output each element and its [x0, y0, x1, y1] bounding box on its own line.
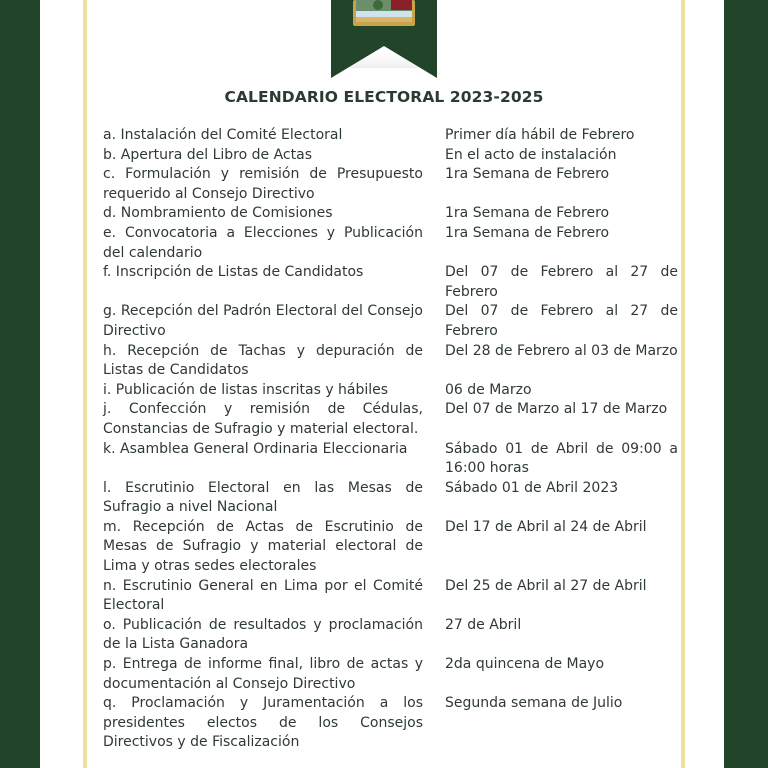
activity-text: m. Recepción de Actas de Escrutinio de Mesas de Sufragio y material electoral de Lima y otras sedes electorales — [103, 518, 423, 575]
calendar-table — [103, 126, 678, 753]
date-text: 1ra Semana de Febrero — [445, 205, 610, 222]
activity-text: f. Inscripción de Listas de Candidatos — [103, 264, 364, 281]
date-text: 2da quincena de Mayo — [445, 656, 605, 673]
left-gold-rule — [83, 0, 87, 768]
activity-text: d. Nombramiento de Comisiones — [103, 205, 333, 222]
date-text: 1ra Semana de Febrero — [445, 166, 610, 183]
calendar-row — [103, 518, 678, 577]
calendar-row — [103, 655, 678, 694]
calendar-row — [103, 400, 678, 439]
date-text: En el acto de instalación — [445, 146, 617, 163]
activity-text: j. Confección y remisión de Cédulas, Constancias de Sufragio y material electoral. — [103, 401, 423, 437]
date-text: 27 de Abril — [445, 616, 522, 633]
calendar-row — [103, 440, 678, 479]
calendar-row — [103, 165, 678, 204]
activity-text: p. Entrega de informe final, libro de actas y documentación al Consejo Directivo — [103, 656, 423, 692]
calendar-row — [103, 616, 678, 655]
institutional-crest-icon — [353, 0, 415, 26]
right-gold-rule — [681, 0, 685, 768]
calendar-row — [103, 577, 678, 616]
calendar-row — [103, 224, 678, 263]
calendar-row — [103, 204, 678, 224]
activity-text: b. Apertura del Libro de Actas — [103, 146, 312, 163]
ribbon-banner — [331, 0, 437, 80]
header-ribbon — [331, 0, 437, 78]
activity-text: a. Instalación del Comité Electoral — [103, 127, 343, 143]
activity-text: h. Recepción de Tachas y depuración de Listas de Candidatos — [103, 342, 423, 379]
activity-text: q. Proclamación y Juramentación a los presidentes electos de los Consejos Directivos y de Fiscalización — [103, 695, 423, 751]
date-text: 1ra Semana de Febrero — [445, 224, 610, 241]
activity-text: c. Formulación y remisión de Presupuesto requerido al Consejo Directivo — [103, 166, 423, 202]
activity-text: g. Recepción del Padrón Electoral del Consejo Directivo — [103, 303, 423, 339]
activity-text: o. Publicación de resultados y proclamación de la Lista Ganadora — [103, 616, 423, 653]
calendar-row — [103, 479, 678, 518]
calendar-row — [103, 694, 678, 753]
calendar-row — [103, 381, 678, 401]
left-green-band — [0, 0, 40, 768]
activity-text: i. Publicación de listas inscritas y hábiles — [103, 381, 389, 398]
calendar-row — [103, 126, 678, 146]
calendar-row — [103, 146, 678, 166]
date-text: Del 17 de Abril al 24 de Abril — [445, 518, 647, 535]
date-text: Sábado 01 de Abril de 09:00 a 16:00 horas — [445, 440, 678, 477]
date-text: Sábado 01 de Abril 2023 — [445, 479, 619, 496]
date-text: Del 07 de Febrero al 27 de Febrero — [445, 303, 678, 339]
activity-text: l. Escrutinio Electoral en las Mesas de Sufragio a nivel Nacional — [103, 479, 423, 516]
calendar-row — [103, 342, 678, 381]
right-green-band — [724, 0, 768, 768]
activity-text: e. Convocatoria a Elecciones y Publicación del calendario — [103, 224, 423, 261]
date-text: Del 07 de Febrero al 27 de Febrero — [445, 264, 678, 300]
date-text: Segunda semana de Julio — [445, 695, 623, 712]
date-text: Del 25 de Abril al 27 de Abril — [445, 577, 647, 594]
calendar-row — [103, 302, 678, 341]
date-text: Primer día hábil de Febrero — [445, 127, 635, 143]
calendar-row — [103, 263, 678, 302]
date-text: 06 de Marzo — [445, 381, 532, 398]
date-text: Del 28 de Febrero al 03 de Marzo — [445, 342, 678, 359]
page-title: CALENDARIO ELECTORAL 2023-2025 — [224, 88, 544, 106]
activity-text: n. Escrutinio General en Lima por el Comité Electoral — [103, 577, 423, 614]
activity-text: k. Asamblea General Ordinaria Eleccionaria — [103, 440, 408, 457]
date-text: Del 07 de Marzo al 17 de Marzo — [445, 401, 668, 418]
